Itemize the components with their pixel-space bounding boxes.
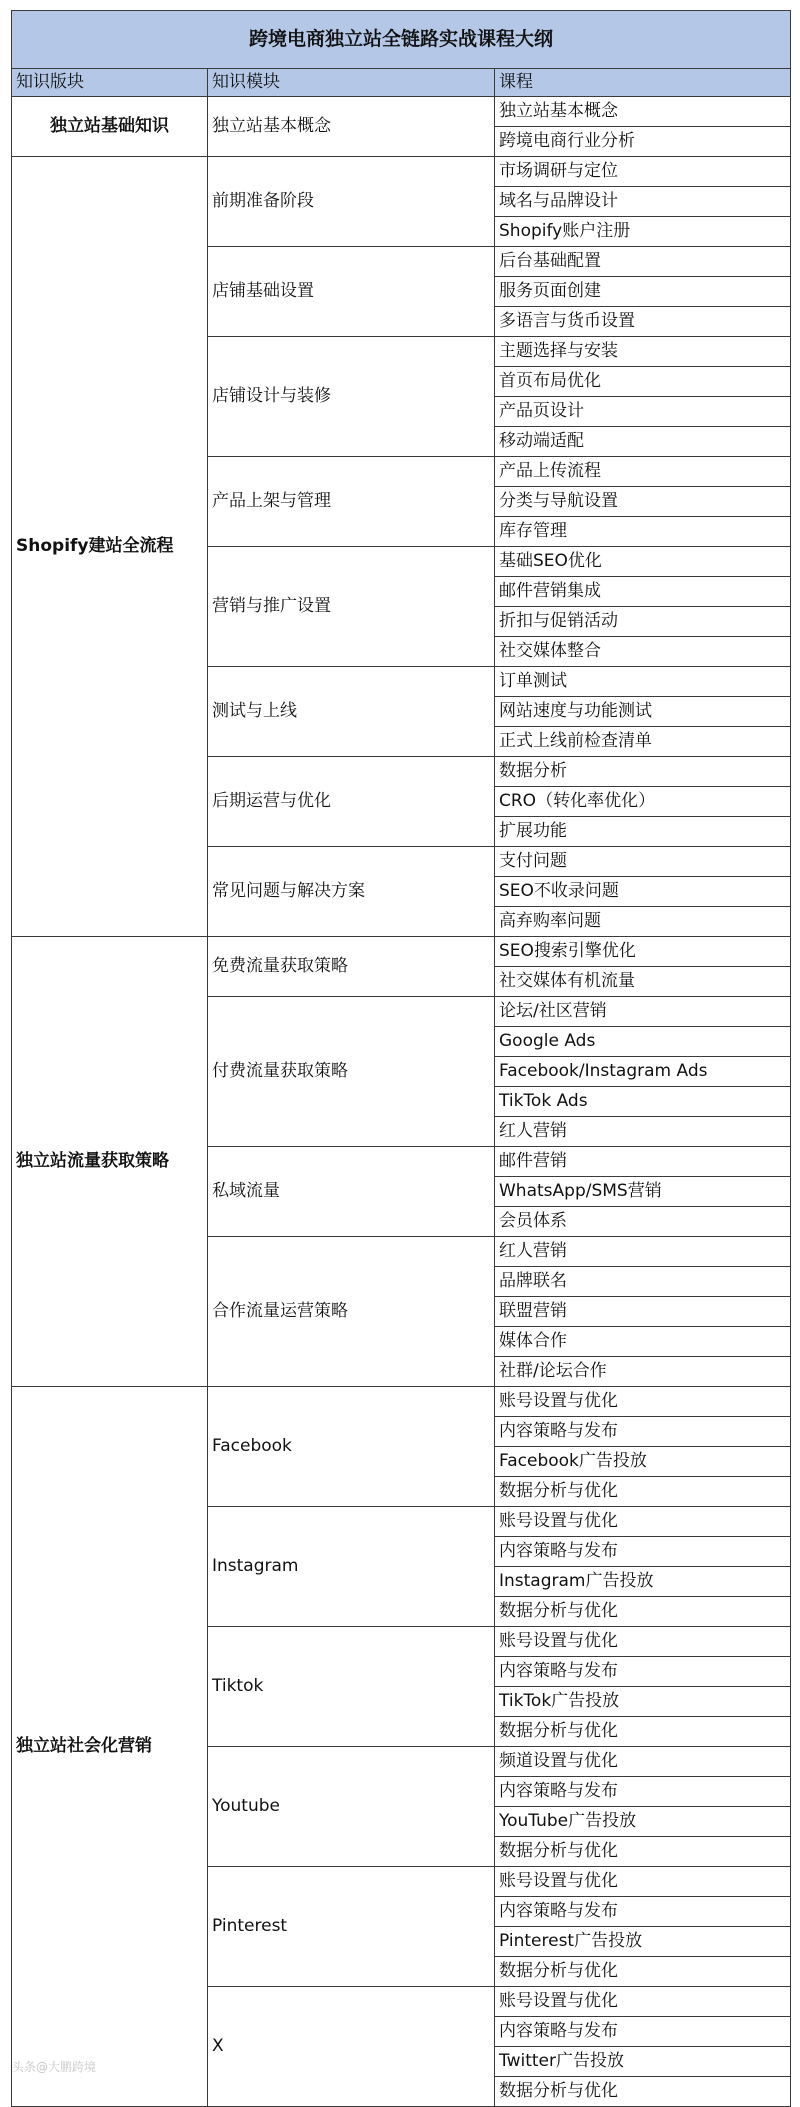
section-cell: 独立站基础知识 xyxy=(12,97,208,157)
course-cell: TikTok Ads xyxy=(495,1087,791,1117)
course-cell: 内容策略与发布 xyxy=(495,1777,791,1807)
module-cell: Pinterest xyxy=(208,1867,495,1987)
table-row xyxy=(12,97,791,127)
course-cell: 邮件营销 xyxy=(495,1147,791,1177)
course-cell: 独立站基本概念 xyxy=(495,97,791,127)
section-cell: 独立站流量获取策略 xyxy=(12,937,208,1387)
module-cell: 私域流量 xyxy=(208,1147,495,1237)
course-cell: 首页布局优化 xyxy=(495,367,791,397)
section-cell: Shopify建站全流程 xyxy=(12,157,208,937)
course-cell: 支付问题 xyxy=(495,847,791,877)
course-cell: 库存管理 xyxy=(495,517,791,547)
table-title: 跨境电商独立站全链路实战课程大纲 xyxy=(12,11,791,69)
course-cell: 市场调研与定位 xyxy=(495,157,791,187)
watermark: 头条@大鹏跨境 xyxy=(12,2060,97,2074)
course-cell: WhatsApp/SMS营销 xyxy=(495,1177,791,1207)
module-cell: 店铺设计与装修 xyxy=(208,337,495,457)
course-cell: 多语言与货币设置 xyxy=(495,307,791,337)
course-cell: 内容策略与发布 xyxy=(495,1537,791,1567)
course-cell: 媒体合作 xyxy=(495,1327,791,1357)
course-cell: Google Ads xyxy=(495,1027,791,1057)
course-outline-sheet xyxy=(11,10,790,2107)
course-cell: 账号设置与优化 xyxy=(495,1867,791,1897)
course-cell: 账号设置与优化 xyxy=(495,1507,791,1537)
module-cell: 免费流量获取策略 xyxy=(208,937,495,997)
course-cell: 订单测试 xyxy=(495,667,791,697)
course-cell: YouTube广告投放 xyxy=(495,1807,791,1837)
module-cell: 产品上架与管理 xyxy=(208,457,495,547)
course-cell: 后台基础配置 xyxy=(495,247,791,277)
module-cell: 独立站基本概念 xyxy=(208,97,495,157)
section-cell: 独立站社会化营销 xyxy=(12,1387,208,2107)
course-cell: 跨境电商行业分析 xyxy=(495,127,791,157)
course-cell: 网站速度与功能测试 xyxy=(495,697,791,727)
course-cell: 品牌联名 xyxy=(495,1267,791,1297)
course-cell: 会员体系 xyxy=(495,1207,791,1237)
course-cell: 内容策略与发布 xyxy=(495,2017,791,2047)
module-cell: 营销与推广设置 xyxy=(208,547,495,667)
module-cell: 后期运营与优化 xyxy=(208,757,495,847)
module-cell: Instagram xyxy=(208,1507,495,1627)
course-cell: 高弃购率问题 xyxy=(495,907,791,937)
course-cell: Twitter广告投放 xyxy=(495,2047,791,2077)
module-cell: 前期准备阶段 xyxy=(208,157,495,247)
module-cell: Tiktok xyxy=(208,1627,495,1747)
course-cell: 红人营销 xyxy=(495,1237,791,1267)
course-cell: 内容策略与发布 xyxy=(495,1657,791,1687)
course-cell: 内容策略与发布 xyxy=(495,1897,791,1927)
course-cell: 内容策略与发布 xyxy=(495,1417,791,1447)
course-cell: 论坛/社区营销 xyxy=(495,997,791,1027)
module-cell: 测试与上线 xyxy=(208,667,495,757)
course-cell: 数据分析与优化 xyxy=(495,2077,791,2107)
course-cell: 产品页设计 xyxy=(495,397,791,427)
table-row xyxy=(12,1387,791,1417)
module-cell: Youtube xyxy=(208,1747,495,1867)
course-cell: 主题选择与安装 xyxy=(495,337,791,367)
course-cell: 扩展功能 xyxy=(495,817,791,847)
course-cell: TikTok广告投放 xyxy=(495,1687,791,1717)
module-cell: 付费流量获取策略 xyxy=(208,997,495,1147)
course-cell: 红人营销 xyxy=(495,1117,791,1147)
course-cell: 产品上传流程 xyxy=(495,457,791,487)
course-cell: 移动端适配 xyxy=(495,427,791,457)
course-cell: 数据分析与优化 xyxy=(495,1717,791,1747)
course-cell: 折扣与促销活动 xyxy=(495,607,791,637)
course-cell: 邮件营销集成 xyxy=(495,577,791,607)
table-row xyxy=(12,157,791,187)
course-cell: 数据分析与优化 xyxy=(495,1837,791,1867)
header-module: 知识模块 xyxy=(208,69,495,97)
course-cell: 账号设置与优化 xyxy=(495,1627,791,1657)
header-course: 课程 xyxy=(495,69,791,97)
course-cell: 基础SEO优化 xyxy=(495,547,791,577)
module-cell: X xyxy=(208,1987,495,2107)
module-cell: Facebook xyxy=(208,1387,495,1507)
course-cell: SEO不收录问题 xyxy=(495,877,791,907)
course-cell: SEO搜索引擎优化 xyxy=(495,937,791,967)
course-cell: 数据分析 xyxy=(495,757,791,787)
course-cell: Facebook/Instagram Ads xyxy=(495,1057,791,1087)
course-cell: 社交媒体整合 xyxy=(495,637,791,667)
course-cell: 数据分析与优化 xyxy=(495,1597,791,1627)
course-cell: CRO（转化率优化） xyxy=(495,787,791,817)
course-cell: Pinterest广告投放 xyxy=(495,1927,791,1957)
course-cell: 域名与品牌设计 xyxy=(495,187,791,217)
module-cell: 常见问题与解决方案 xyxy=(208,847,495,937)
course-cell: 联盟营销 xyxy=(495,1297,791,1327)
course-cell: 账号设置与优化 xyxy=(495,1987,791,2017)
course-cell: 频道设置与优化 xyxy=(495,1747,791,1777)
module-cell: 店铺基础设置 xyxy=(208,247,495,337)
header-section: 知识版块 xyxy=(12,69,208,97)
course-cell: 数据分析与优化 xyxy=(495,1957,791,1987)
module-cell: 合作流量运营策略 xyxy=(208,1237,495,1387)
course-cell: 数据分析与优化 xyxy=(495,1477,791,1507)
course-cell: 社交媒体有机流量 xyxy=(495,967,791,997)
course-cell: 账号设置与优化 xyxy=(495,1387,791,1417)
course-cell: Instagram广告投放 xyxy=(495,1567,791,1597)
course-cell: 分类与导航设置 xyxy=(495,487,791,517)
table-row xyxy=(12,937,791,967)
course-cell: Facebook广告投放 xyxy=(495,1447,791,1477)
course-cell: 服务页面创建 xyxy=(495,277,791,307)
course-cell: 正式上线前检查清单 xyxy=(495,727,791,757)
outline-table xyxy=(11,10,791,2107)
course-cell: 社群/论坛合作 xyxy=(495,1357,791,1387)
course-cell: Shopify账户注册 xyxy=(495,217,791,247)
